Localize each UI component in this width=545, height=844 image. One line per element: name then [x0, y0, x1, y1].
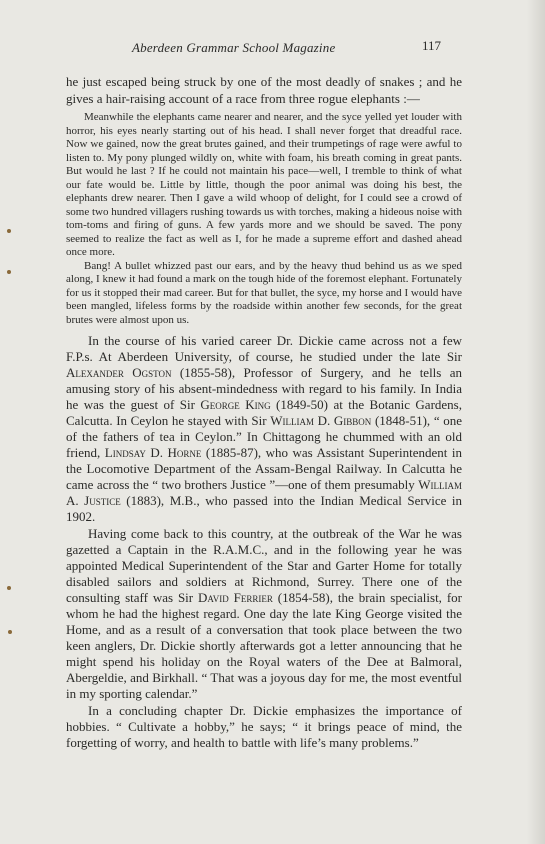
paragraph-career: In the course of his varied career Dr. Dickie came across not a few F.P.s. At Aberdeen University, of course, he studied under the late Sir Alexander Ogston (1855-58), Professor of Surgery, and he tells an amusing story of his absent-mindedness with regard to his family. In India he was the guest of Sir George King (1849-50) at the Botanic Gardens, Calcutta. In Ceylon he stayed with Sir William D. Gibbon (1848-51), “ one of the fathers of tea in Ceylon.” In Chittagong he chummed with an old friend, Lindsay D. Horne (1885-87), who was Assistant Superintendent in the Locomotive Department of the Assam-Bengal Railway. In Calcutta he came across the “ two brothers Justice ”—one of them presumably William A. Justice (1883), M.B., who passed into the Indian Medical Service in 1902.	[66, 333, 463, 524]
magazine-title: Aberdeen Grammar School Magazine	[132, 40, 336, 55]
paragraph-war: Having come back to this country, at the outbreak of the War he was gazetted a Captain in the R.A.M.C., and in the following year he was appointed Medical Superintendent of the Star and Garter Home for totally disabled sailors and soldiers at Richmond, Surrey. There one of the consulting staff was Sir David Ferrier (1854-58), the brain specialist, for whom he had the highest regard. One day the late King George visited the Home, and as a result of a conversation that took place between the two keen anglers, Dr. Dickie shortly afterwards got a letter announcing that he might spend his holiday on the Royal waters of the Dee at Balmoral, Abergeldie, and Birkhall. “ That was a joyous day for me, the most eventful in my sporting calendar.”	[66, 526, 462, 701]
name-lindsay-horne: Lindsay D. Horne	[104, 445, 202, 460]
margin-mark	[8, 630, 12, 634]
running-header	[0, 40, 545, 60]
margin-mark	[7, 229, 11, 233]
article-body	[66, 74, 462, 751]
quoted-passage-1: Meanwhile the elephants came nearer and nearer, and the syce yelled yet louder with horror, his eyes nearly starting out of his head. I shall never forget that dreadful race. Now we gained, now the great brutes gained, and their trumpetings of rage were awful to listen to. My pony plunged wildly on, white with foam, his breath coming in great pants. But would he last ? If he could not maintain his pace—well, I tremble to think of what our fate would be. Little by little, though the poor animal was doing his best, the elephants drew nearer. Then I gave a wild whoop of delight, for I could see a crowd of some two hundred villagers rushing towards us with torches, making a hideous noise with tom-toms and firing of guns. A few yards more and we should be saved. The pony seemed to realize the fact as well as I, for he made a supreme effort and dashed ahead once more.	[66, 111, 462, 258]
name-david-ferrier: David Ferrier	[198, 590, 273, 605]
name-william-justice: William A. Justice	[66, 477, 462, 508]
paragraph-hobbies: In a concluding chapter Dr. Dickie emphasizes the importance of hobbies. “ Cultivate a hobby,” he says; “ it brings peace of mind, the forgetting of worry, and health to battle with life’s many problems.”	[66, 703, 462, 750]
page-edge-shadow	[527, 0, 545, 844]
name-george-king: George King	[200, 397, 271, 412]
name-william-gibbon: William D. Gibbon	[270, 413, 372, 428]
margin-mark	[7, 270, 11, 274]
name-alexander-ogston: Alexander Ogston	[66, 365, 172, 380]
quoted-passage-2: Bang! A bullet whizzed past our ears, and by the heavy thud behind us as we sped along, I knew it had found a mark on the tough hide of the foremost elephant. Fortunately for us it stopped their mad career. But for that bullet, the syce, my horse and I would have been mangled, lifeless forms by the roadside within another few seconds, for the great brutes were almost upon us.	[66, 259, 462, 326]
margin-mark	[7, 586, 11, 590]
page-number: 117	[422, 38, 442, 53]
lead-paragraph: he just escaped being struck by one of the most deadly of snakes ; and he gives a hair-raising account of a race from three rogue elephants :—	[66, 74, 462, 106]
